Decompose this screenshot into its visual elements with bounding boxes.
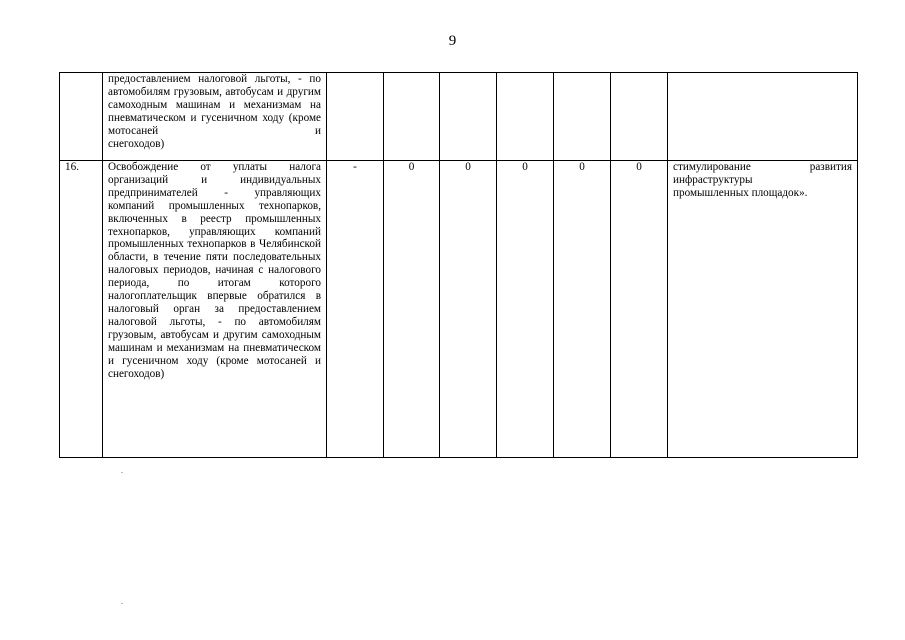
page-number: 9 [448, 33, 457, 49]
description-line: механизмам на пневматическом и [108, 341, 322, 367]
row-number-cell [60, 73, 103, 161]
row-number-cell: 16. [60, 161, 103, 458]
description-line: по автомобилям грузовым, автобусам [108, 73, 321, 98]
benefit-description-cell [103, 161, 327, 458]
description-line: механизмам на пневматическом и [108, 98, 321, 124]
description-line: предпринимателей - управляющих [108, 186, 321, 199]
description-line: по автомобилям грузовым, автобусам [108, 315, 321, 341]
description-line: снегоходов) [108, 367, 165, 380]
description-line: промышленных технопарков, [108, 212, 321, 238]
value-cell [554, 73, 611, 161]
value-cell: 0 [611, 161, 668, 458]
description-line: снегоходов) [108, 137, 165, 150]
tax-benefits-table [59, 72, 858, 458]
description-line: в налоговый орган за [108, 290, 321, 315]
description-line: предоставлением налоговой льготы, - [108, 73, 302, 85]
table-body [60, 73, 858, 458]
scan-speck [121, 472, 123, 473]
value-cell [327, 73, 384, 161]
description-line: периода, по итогам которого [108, 277, 321, 290]
benefit-description-cell [103, 73, 327, 161]
purpose-cell [668, 161, 858, 458]
table-row [60, 73, 858, 161]
value-cell: 0 [554, 161, 611, 458]
value-cell [440, 73, 497, 161]
purpose-line: инфраструктуры [673, 173, 753, 186]
description-line: организаций и индивидуальных [108, 173, 321, 186]
description-line: предоставлением налоговой льготы, - [108, 302, 322, 328]
purpose-cell [668, 73, 858, 161]
value-cell: 0 [440, 161, 497, 458]
scan-speck [121, 603, 123, 604]
description-line: периодов, начиная с налогового [163, 264, 322, 277]
description-line: технопарков, включенных в реестр [108, 199, 322, 225]
description-line: и другим самоходным машинам и [108, 85, 321, 111]
description-line: компаний промышленных [108, 199, 245, 212]
purpose-line: промышленных площадок». [673, 186, 808, 199]
description-line: налогоплательщик впервые обратился [108, 290, 306, 303]
value-cell [384, 73, 440, 161]
value-cell [497, 73, 554, 161]
description-line: гусеничном ходу (кроме мотосаней и [122, 354, 322, 367]
table-row [60, 161, 858, 458]
description-line: управляющих компаний [189, 225, 321, 238]
description-line: последовательных налоговых [108, 251, 321, 277]
value-cell: - [327, 161, 384, 458]
purpose-line: стимулирование развития [673, 161, 852, 173]
description-line: промышленных технопарков в [108, 238, 256, 251]
description-line: Челябинской области, в течение пяти [108, 238, 321, 264]
value-cell: 0 [384, 161, 440, 458]
description-line: гусеничном ходу (кроме мотосаней и [108, 111, 321, 137]
value-cell [611, 73, 668, 161]
value-cell: 0 [497, 161, 554, 458]
description-line: и другим самоходным машинам и [108, 328, 321, 354]
description-line: Освобождение от уплаты налога [108, 161, 321, 173]
